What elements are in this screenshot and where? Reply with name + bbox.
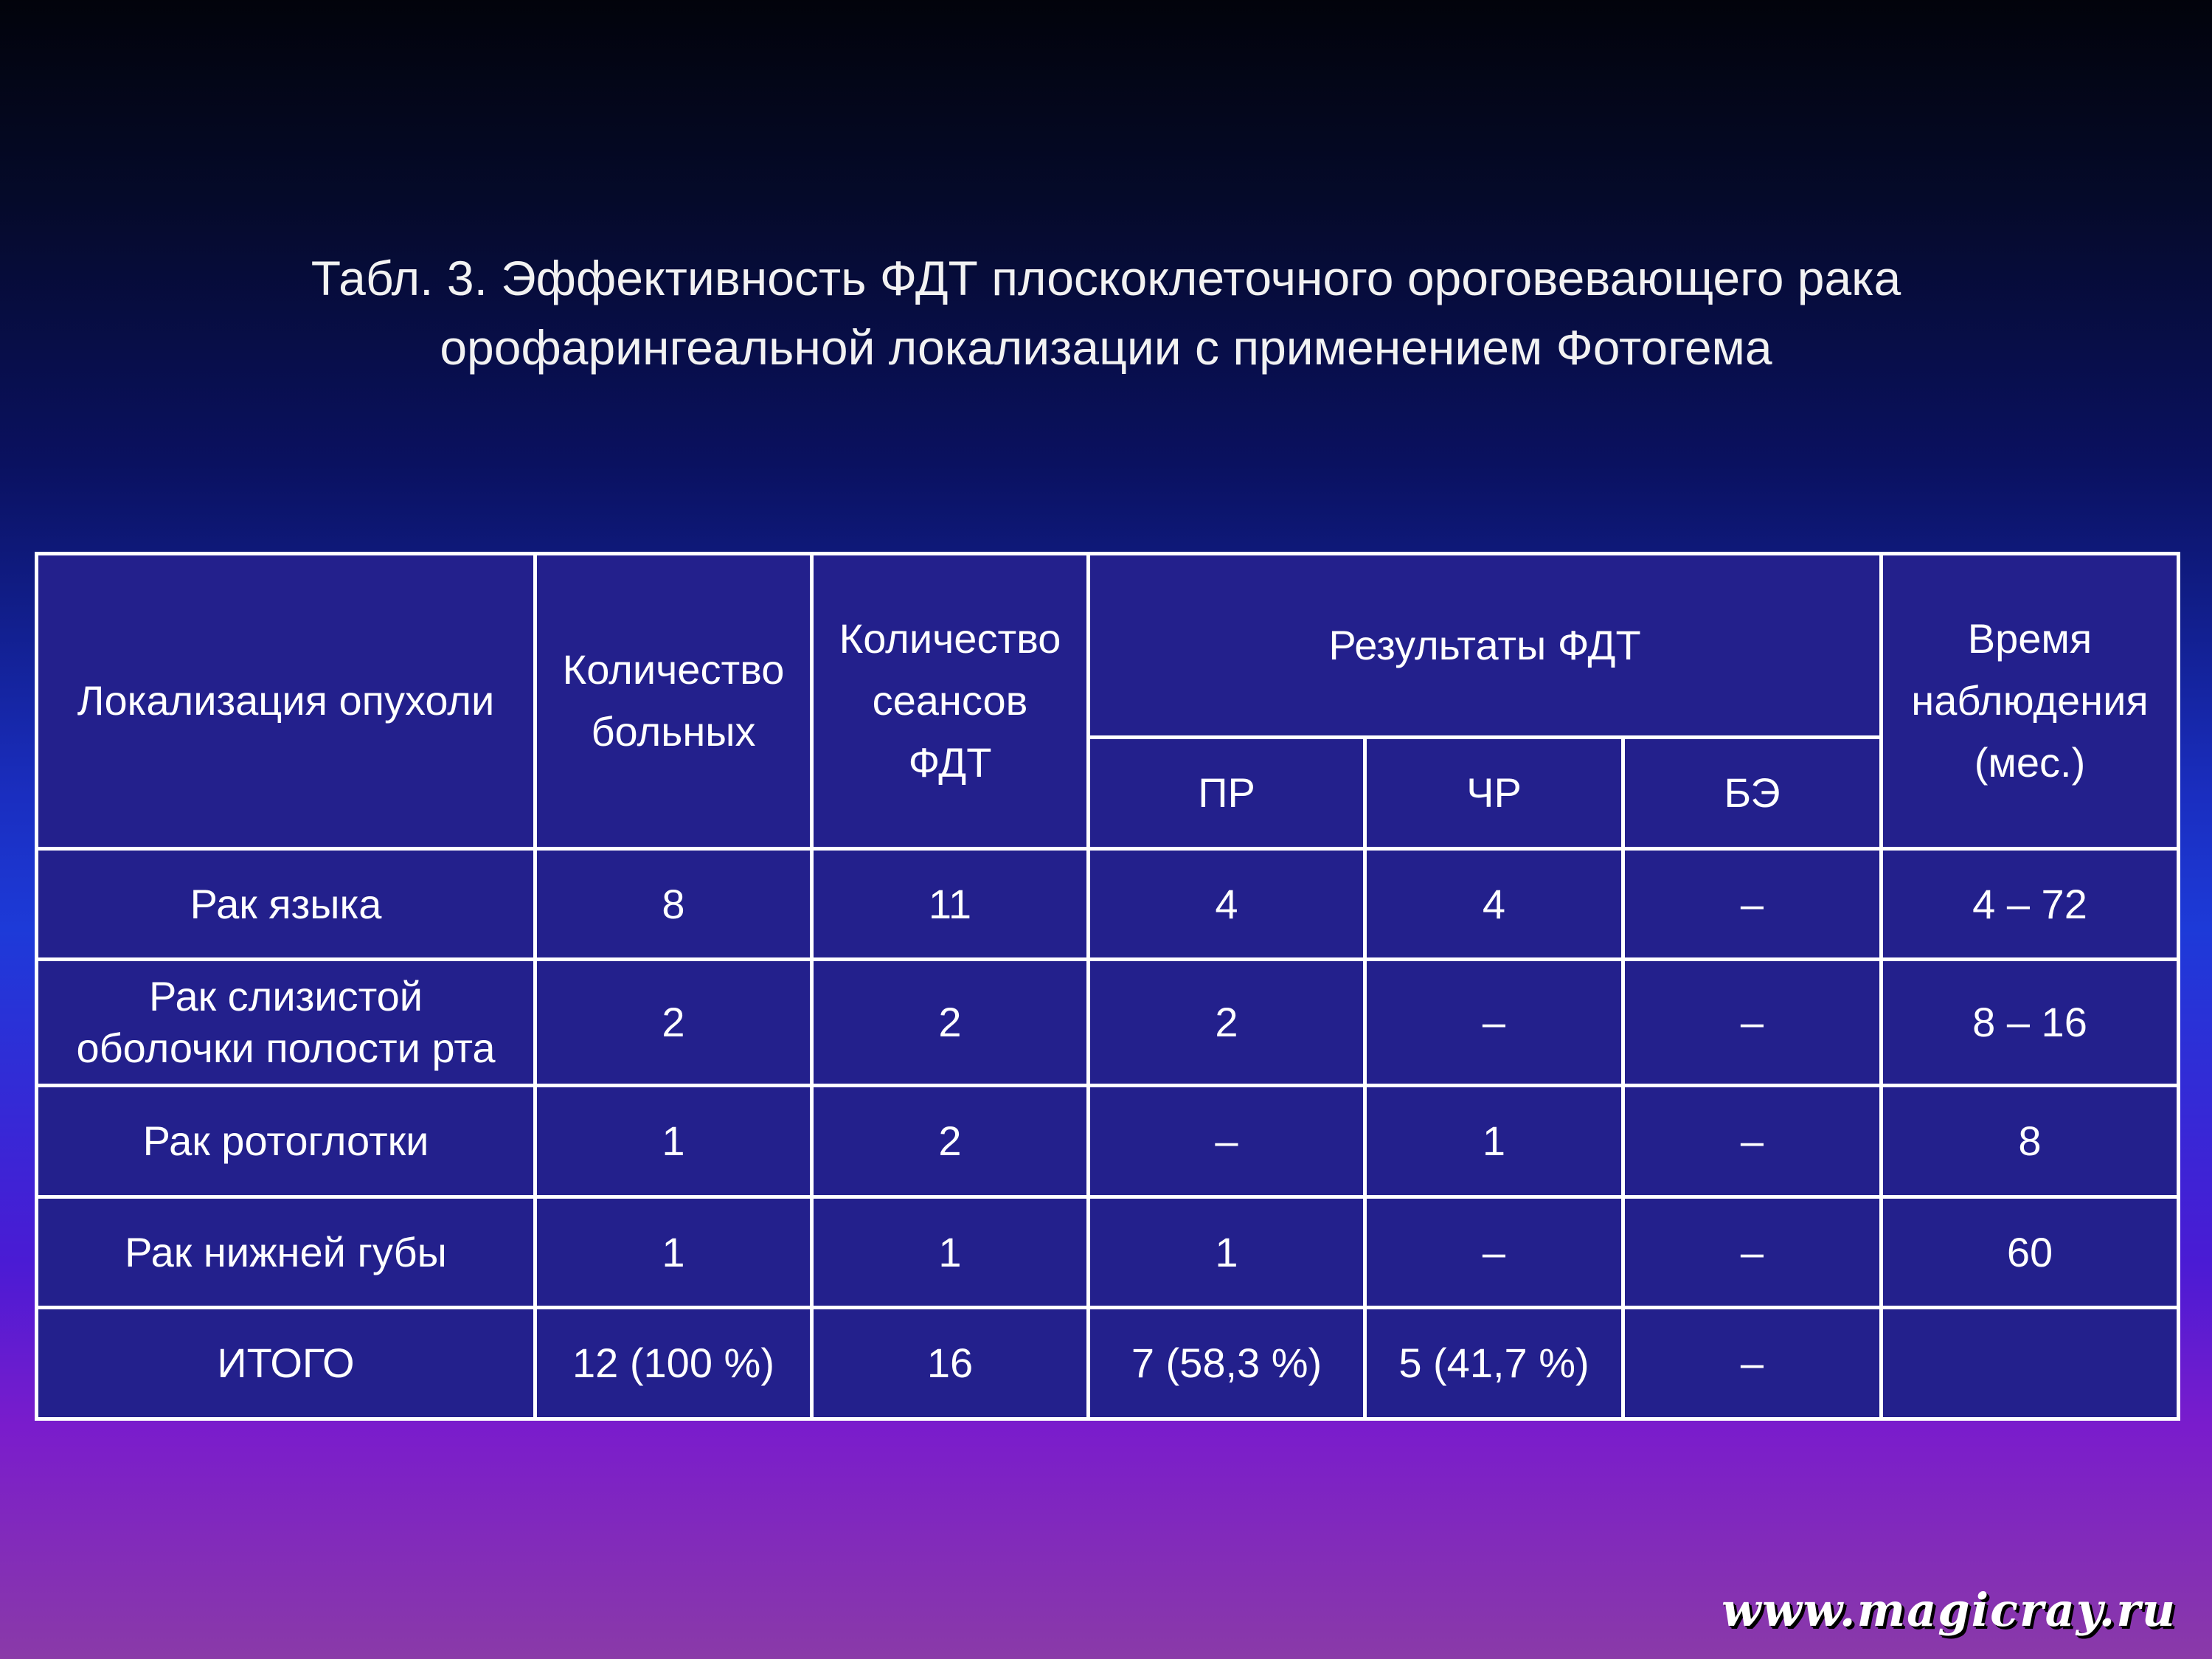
cell-location (37, 1086, 535, 1197)
cell-sessions: 16 (812, 1308, 1089, 1419)
cell-patients: 1 (535, 1086, 812, 1197)
cell-location (37, 848, 535, 960)
cell-chr: 4 (1365, 848, 1623, 960)
header-patients-line: Количество (562, 646, 785, 693)
cell-pr: 2 (1089, 960, 1365, 1086)
cell-patients: 1 (535, 1196, 812, 1308)
table-row (37, 960, 2179, 1086)
cell-pr: – (1089, 1086, 1365, 1197)
table-title (0, 243, 2212, 382)
header-sessions-line: Количество (839, 615, 1061, 662)
cell-be: – (1623, 1086, 1882, 1197)
table-row (37, 848, 2179, 960)
cell-location-line: Рак нижней губы (125, 1228, 447, 1275)
table-row (37, 1086, 2179, 1197)
header-results: Результаты ФДТ (1089, 554, 1882, 738)
header-observation-line: Время (1967, 615, 2093, 662)
title-line-2: орофарингеальной локализации с применением Фотогема (440, 320, 1772, 375)
cell-observation: 4 – 72 (1882, 848, 2179, 960)
cell-location (37, 1308, 535, 1419)
header-chr: ЧР (1365, 738, 1623, 849)
cell-pr: 4 (1089, 848, 1365, 960)
cell-location (37, 960, 535, 1086)
header-patients-line: больных (591, 708, 756, 755)
header-observation-line: (мес.) (1974, 739, 2086, 786)
cell-sessions: 2 (812, 960, 1089, 1086)
cell-observation (1882, 1308, 2179, 1419)
cell-sessions: 2 (812, 1086, 1089, 1197)
cell-observation: 8 (1882, 1086, 2179, 1197)
cell-location-line: Рак ротоглотки (142, 1117, 429, 1164)
cell-pr: 7 (58,3 %) (1089, 1308, 1365, 1419)
header-sessions (812, 554, 1089, 849)
cell-patients: 12 (100 %) (535, 1308, 812, 1419)
results-table (35, 552, 2180, 1421)
table-row-total (37, 1308, 2179, 1419)
cell-patients: 2 (535, 960, 812, 1086)
cell-chr: – (1365, 1196, 1623, 1308)
cell-location (37, 1196, 535, 1308)
cell-location-line: Рак языка (190, 880, 382, 927)
website-watermark: www.magicray.ru (1722, 1583, 2177, 1637)
cell-be: – (1623, 1308, 1882, 1419)
cell-pr: 1 (1089, 1196, 1365, 1308)
cell-location-line: ИТОГО (217, 1340, 355, 1387)
cell-observation: 60 (1882, 1196, 2179, 1308)
header-observation (1882, 554, 2179, 849)
table-row (37, 1196, 2179, 1308)
cell-sessions: 11 (812, 848, 1089, 960)
cell-chr: – (1365, 960, 1623, 1086)
cell-be: – (1623, 1196, 1882, 1308)
cell-be: – (1623, 960, 1882, 1086)
cell-observation: 8 – 16 (1882, 960, 2179, 1086)
header-row-1 (37, 554, 2179, 738)
title-line-1: Табл. 3. Эффективность ФДТ плоскоклеточного ороговевающего рака (311, 251, 1901, 305)
cell-be: – (1623, 848, 1882, 960)
header-sessions-line: сеансов (872, 677, 1028, 724)
header-pr: ПР (1089, 738, 1365, 849)
cell-location-line: оболочки полости рта (76, 1025, 496, 1072)
header-patients (535, 554, 812, 849)
cell-sessions: 1 (812, 1196, 1089, 1308)
cell-chr: 1 (1365, 1086, 1623, 1197)
header-sessions-line: ФДТ (908, 739, 992, 786)
header-observation-line: наблюдения (1911, 677, 2149, 724)
header-be: БЭ (1623, 738, 1882, 849)
cell-location-line: Рак слизистой (148, 973, 423, 1020)
cell-patients: 8 (535, 848, 812, 960)
cell-chr: 5 (41,7 %) (1365, 1308, 1623, 1419)
header-location: Локализация опухоли (37, 554, 535, 849)
